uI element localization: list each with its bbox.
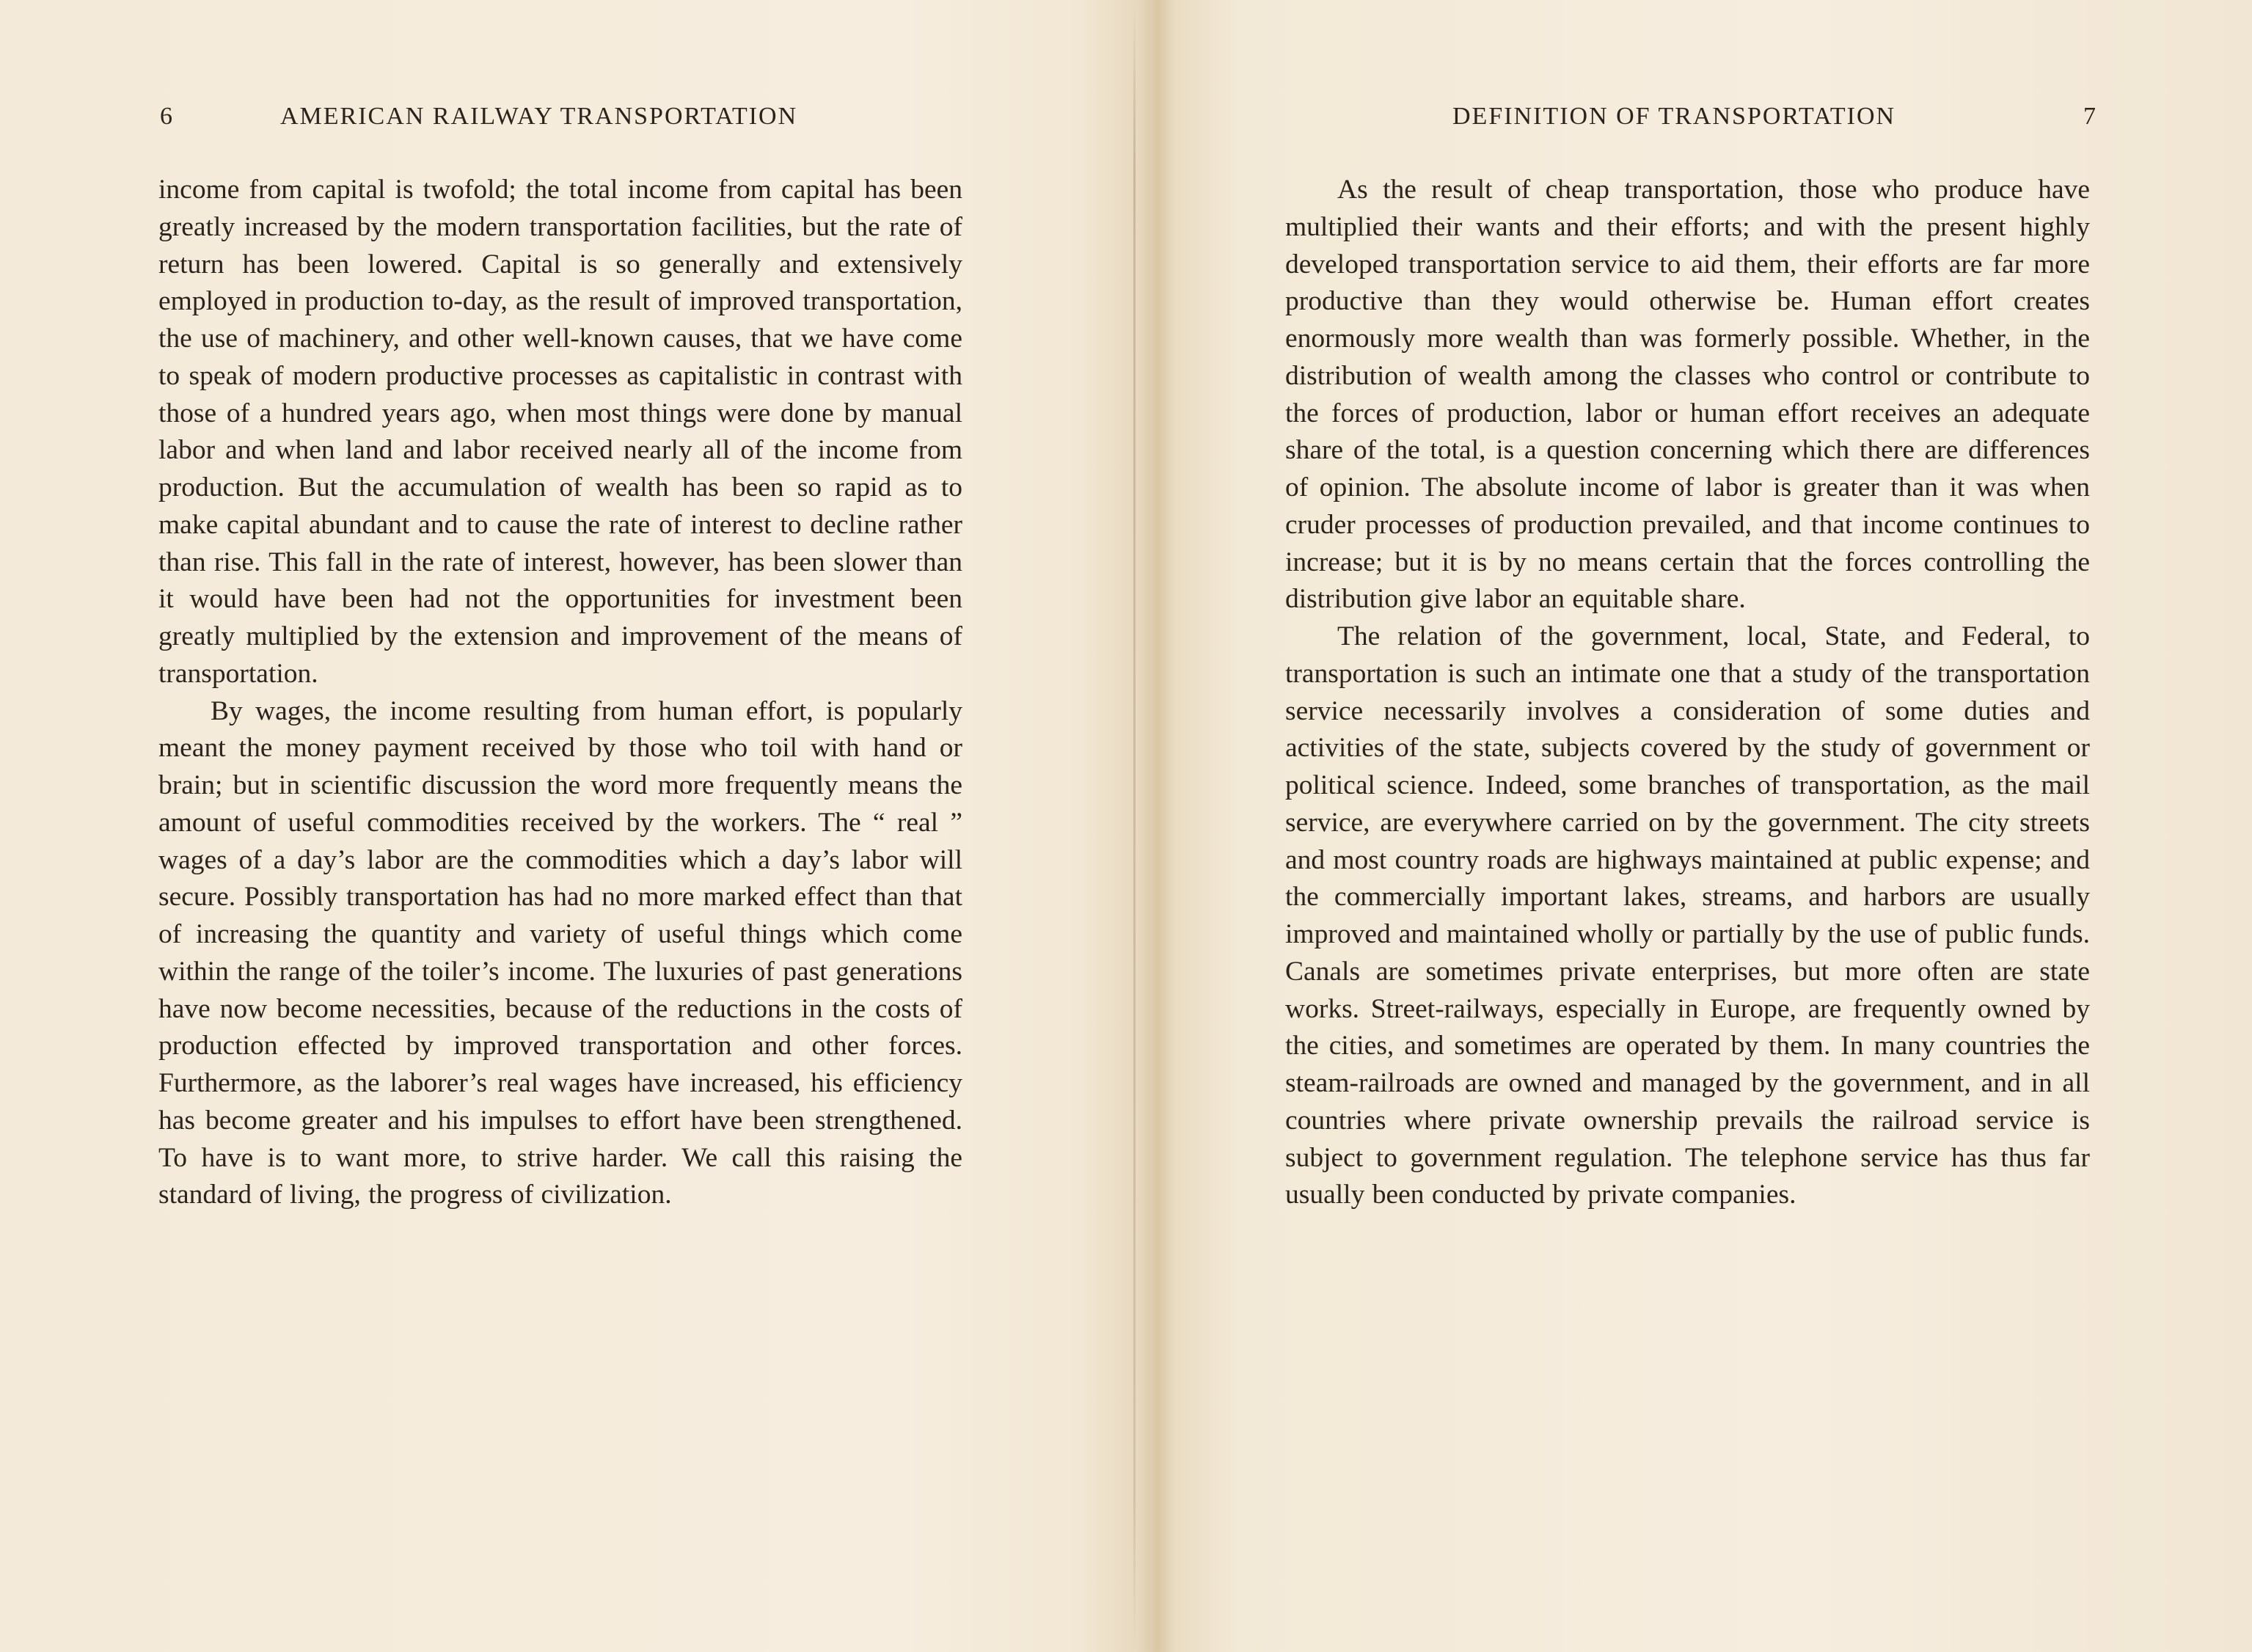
left-running-head: AMERICAN RAILWAY TRANSPORTATION (280, 103, 798, 130)
right-running-head: DEFINITION OF TRANSPORTATION (1452, 103, 1896, 130)
book-gutter (1133, 0, 1136, 1652)
left-page-number: 6 (160, 103, 174, 130)
right-page (1144, 0, 2252, 1652)
left-page-body (158, 172, 962, 1214)
left-paragraph-2: By wages, the income resulting from human effort, is popularly meant the money payment received by those who toil with hand or brain; but in scientific discussion the word more frequently means the amount of useful commodities received by the workers. The “ real ” wages of a day’s labor are the commodities which a day’s labor will secure. Possibly transportation has had no more marked effect than that of increasing the quantity and variety of useful things which come within the range of the toiler’s income. The luxuries of past generations have now become necessities, because of the reductions in the costs of production effected by improved transportation and other forces. Furthermore, as the laborer’s real wages have increased, his efficiency has become greater and his impulses to effort have been strengthened. To have is to want more, to strive harder. We call this raising the standard of living, the progress of civilization. (158, 695, 962, 1210)
right-paragraph-1: As the result of cheap transportation, those who produce have multiplied their wants and their efforts; and with the present highly developed transportation service to aid them, their efforts are far more productive than they would otherwise be. Human effort creates enormously more wealth than was formerly possible. Whether, in the distribution of wealth among the classes who control or contribute to the forces of production, labor or human effort receives an adequate share of the total, is a question concerning which there are differences of opinion. The absolute income of labor is greater than it was when cruder processes of production prevailed, and that income continues to increase; but it is by no means certain that the forces controlling the distribution give labor an equitable share. (1285, 175, 2090, 615)
right-page-body (1285, 172, 2090, 1214)
right-paragraph-2: The relation of the government, local, State, and Federal, to transportation is such an intimate one that a study of the transportation service necessarily involves a consideration of some duties and activities of the state, subjects covered by the study of government or political science. Indeed, some branches of transportation, as the mail service, are everywhere carried on by the government. The city streets and most country roads are highways maintained at public expense; and the commercially important lakes, streams, and harbors are usually improved and maintained wholly or partially by the use of public funds. Canals are sometimes private enterprises, but more often are state works. Street-railways, especially in Europe, are frequently owned by the cities, and sometimes are operated by them. In many countries the steam-railroads are owned and managed by the government, and in all countries where private ownership prevails the railroad service is subject to government regulation. The telephone service has thus far usually been conducted by private companies. (1285, 621, 2090, 1210)
right-page-number: 7 (2083, 103, 2097, 130)
left-paragraph-1: income from capital is twofold; the total income from capital has been greatly increased by the modern transportation facilities, but the rate of return has been lowered. Capital is so generally and extensively employed in production to-day, as the result of improved transportation, the use of machinery, and other well-known causes, that we have come to speak of modern productive processes as capitalistic in contrast with those of a hundred years ago, when most things were done by manual labor and when land and labor received nearly all of the income from production. But the accumulation of wealth has been so rapid as to make capital abundant and to cause the rate of interest to decline rather than rise. This fall in the rate of interest, however, has been slower than it would have been had not the opportunities for investment been greatly multiplied by the extension and improvement of the means of transportation. (158, 175, 962, 689)
